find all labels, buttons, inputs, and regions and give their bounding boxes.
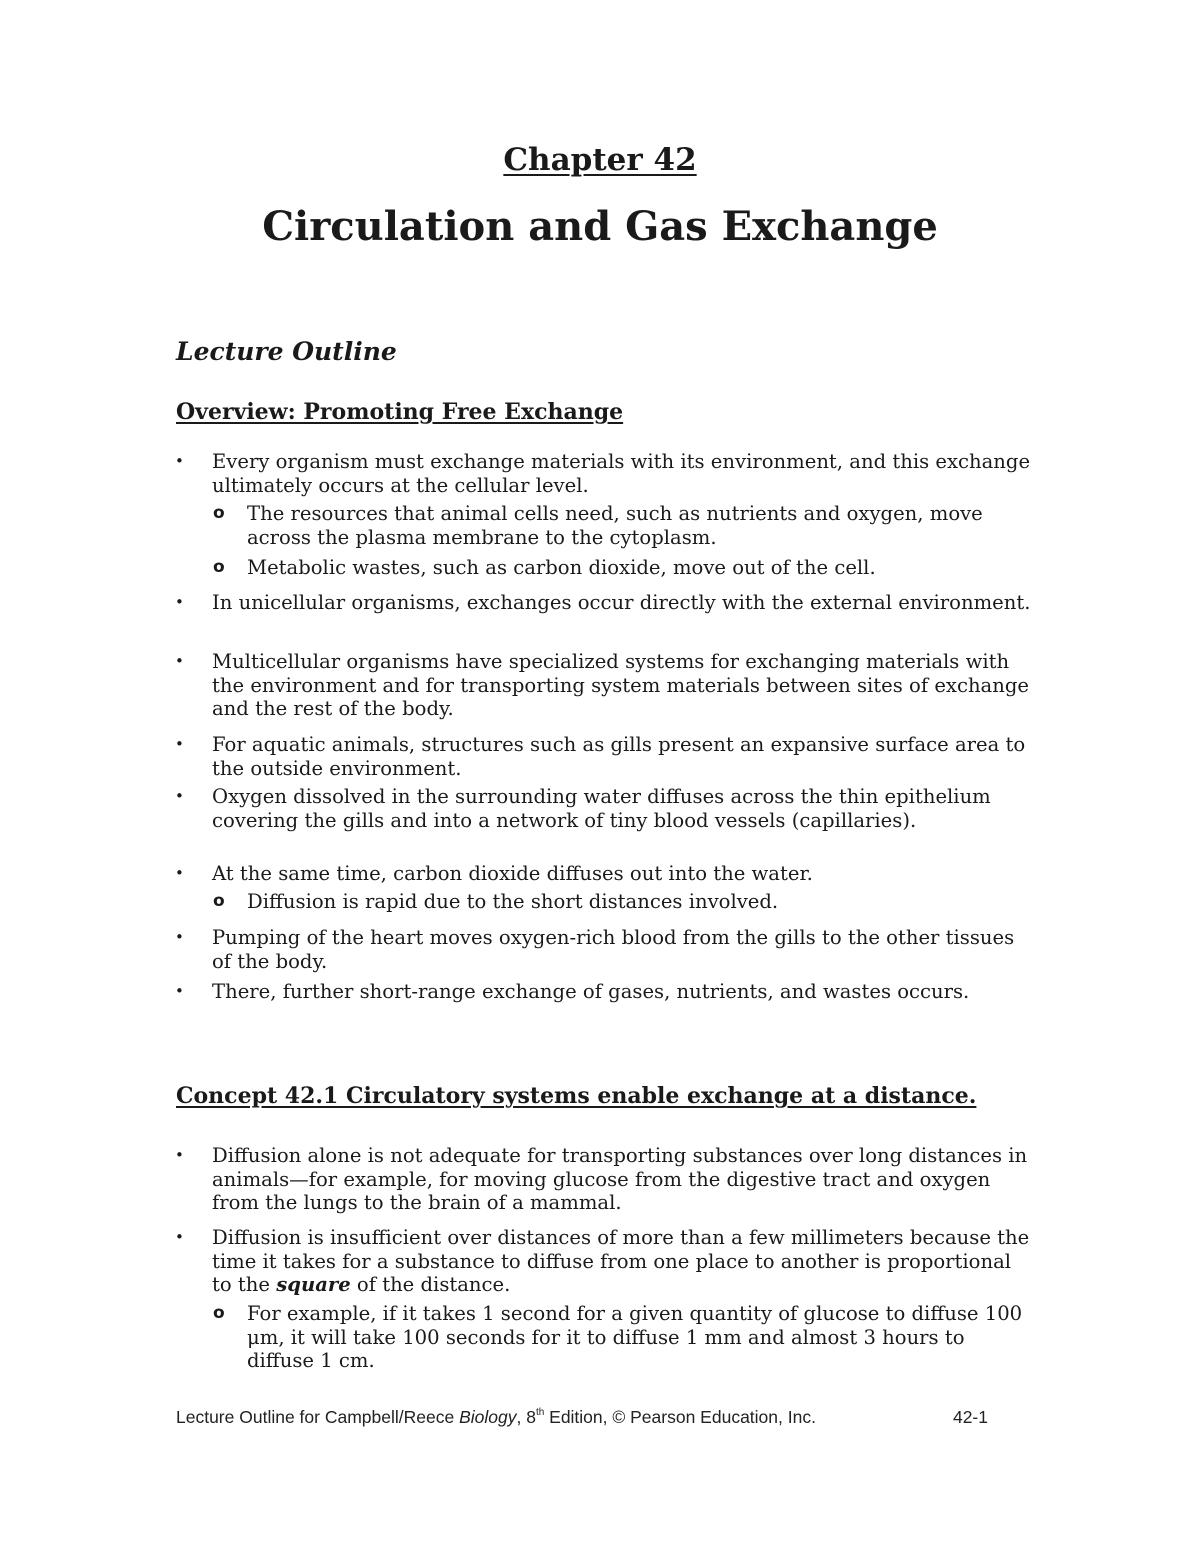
bullet-icon: • <box>175 735 184 753</box>
bullet-icon: • <box>175 864 184 882</box>
bullet-icon: • <box>175 787 184 805</box>
list-item: • Diffusion is insufficient over distances of more than a few millimeters because the time it takes for a substance to diffuse from one place to another is proportional to the square of the distance. <box>175 1226 1030 1296</box>
bullet-icon: • <box>175 1228 184 1246</box>
chapter-title: Circulation and Gas Exchange <box>262 203 938 250</box>
list-item: • Every organism must exchange materials with its environment, and this exchange ultimately occurs at the cellular level. <box>175 450 1031 497</box>
section-heading-concept-42-1: Concept 42.1 Circulatory systems enable exchange at a distance. <box>176 1083 977 1109</box>
bullet-icon: • <box>175 652 184 670</box>
list-item: o The resources that animal cells need, such as nutrients and oxygen, move across the plasma membrane to the cytoplasm. <box>213 502 983 549</box>
bullet-icon: • <box>175 593 184 611</box>
circle-bullet-icon: o <box>213 503 225 523</box>
list-item: • Diffusion alone is not adequate for transporting substances over long distances in animals—for example, for moving glucose from the digestive tract and oxygen from the lungs to the brain of a mammal. <box>175 1144 1028 1214</box>
list-item: • In unicellular organisms, exchanges occur directly with the external environment. <box>175 591 1031 614</box>
list-item: o Metabolic wastes, such as carbon dioxide, move out of the cell. <box>213 556 876 579</box>
list-item: • Multicellular organisms have specialized systems for exchanging materials with the environment and for transporting system materials between sites of exchange and the rest of the body. <box>175 650 1029 720</box>
list-item: • Oxygen dissolved in the surrounding water diffuses across the thin epithelium covering the gills and into a network of tiny blood vessels (capillaries). <box>175 785 991 832</box>
circle-bullet-icon: o <box>213 891 225 911</box>
lecture-outline-heading: Lecture Outline <box>176 337 397 366</box>
book-title: Biology <box>459 1407 517 1427</box>
chapter-number: Chapter 42 <box>503 142 697 178</box>
bullet-icon: • <box>175 452 184 470</box>
bullet-icon: • <box>175 1146 184 1164</box>
circle-bullet-icon: o <box>213 557 225 577</box>
list-item: • At the same time, carbon dioxide diffuses out into the water. <box>175 862 813 885</box>
list-item: o Diffusion is rapid due to the short distances involved. <box>213 890 779 913</box>
page-number: 42-1 <box>952 1407 988 1427</box>
list-item: • Pumping of the heart moves oxygen-rich blood from the gills to the other tissues of the body. <box>175 926 1015 973</box>
emphasis-square: square <box>276 1273 351 1296</box>
list-item: o For example, if it takes 1 second for a given quantity of glucose to diffuse 100 μm, it will take 100 seconds for it to diffuse 1 mm and almost 3 hours to diffuse 1 cm. <box>213 1302 1023 1372</box>
list-item: • For aquatic animals, structures such as gills present an expansive surface area to the outside environment. <box>175 733 1026 780</box>
circle-bullet-icon: o <box>213 1303 225 1323</box>
page-footer: Lecture Outline for Campbell/Reece Biology, 8th Edition, © Pearson Education, Inc. 42-1 <box>176 1407 988 1427</box>
bullet-icon: • <box>175 982 184 1000</box>
list-item: • There, further short-range exchange of gases, nutrients, and wastes occurs. <box>175 980 970 1003</box>
bullet-icon: • <box>175 928 184 946</box>
section-heading-overview: Overview: Promoting Free Exchange <box>176 399 624 425</box>
